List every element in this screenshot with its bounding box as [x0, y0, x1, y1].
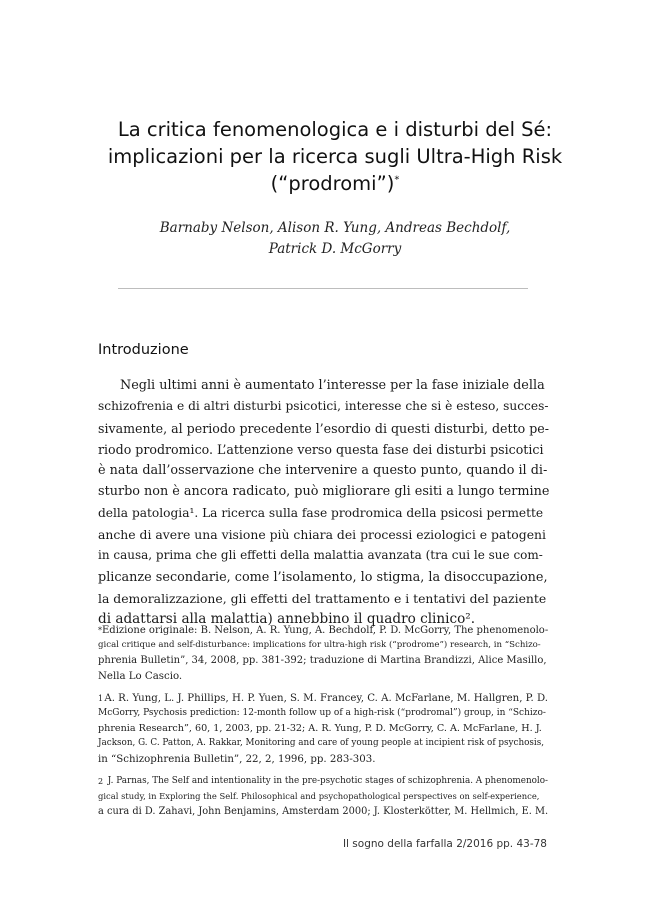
- footnote-line: gical critique and self-disturbance: implications for ultra-high risk (“prodrome”) research, in “Schizo-: [98, 640, 541, 651]
- title-footnote-mark[interactable]: *: [394, 174, 400, 186]
- footnote-mark: *: [98, 626, 102, 635]
- footnote-line: gical study, in Exploring the Self. Philosophical and psychopathological perspectives on self-experience,: [98, 791, 540, 802]
- title-line: La critica fenomenologica e i disturbi del Sé:: [117, 118, 553, 141]
- footnote-line: Jackson, G. C. Patton, A. Rakkar, Monitoring and care of young people at incipient risk of psychosis,: [98, 738, 545, 749]
- footnote-line: McGorry, Psychosis prediction: 12-month follow up of a high-risk (“prodromal”) group, in “Schizo-: [98, 708, 546, 719]
- author-line: Patrick D. McGorry: [268, 241, 402, 257]
- body-line: sturbo non è ancora radicato, può migliorare gli esiti a lungo termine: [98, 484, 550, 500]
- body-line: è nata dall’osservazione che intervenire a questo punto, quando il di-: [98, 463, 548, 479]
- body-line: della patologia¹. La ricerca sulla fase prodromica della psicosi permette: [98, 505, 544, 520]
- footnote: [98, 691, 548, 767]
- footnote-line: [98, 623, 548, 638]
- body-text: [98, 375, 548, 631]
- footnote-line: in “Schizophrenia Bulletin”, 22, 2, 1996, pp. 283-303.: [98, 753, 376, 765]
- page-footer: Il sogno della farfalla 2/2016 pp. 43-78: [342, 838, 547, 850]
- body-line: di adattarsi alla malattia) annebbino il quadro clinico².: [98, 611, 476, 628]
- author-line: Barnaby Nelson, Alison R. Yung, Andreas Bechdolf,: [159, 220, 511, 236]
- footnote-line: phrenia Research”, 60, 1, 2003, pp. 21-32; A. R. Yung, P. D. McGorry, C. A. McFarlane, H. J.: [98, 723, 542, 735]
- body-line: riodo prodromico. L’attenzione verso questa fase dei disturbi psicotici: [98, 441, 544, 457]
- footnote-mark: 2: [98, 776, 104, 786]
- footnote-line: [98, 691, 548, 706]
- footnote-mark: 1: [98, 693, 104, 703]
- article-title: [70, 116, 600, 197]
- author-list: [70, 218, 600, 260]
- body-line: sivamente, al periodo precedente l’esordio di questi disturbi, detto pe-: [98, 420, 549, 436]
- footnote-line: Nella Lo Cascio.: [98, 670, 183, 682]
- body-line: anche di avere una visione più chiara dei processi eziologici e patogeni: [98, 527, 546, 543]
- section-heading: Introduzione: [98, 342, 189, 358]
- footnote-text: A. R. Yung, L. J. Phillips, H. P. Yuen, S. M. Francey, C. A. McFarlane, M. Hallgren, P. D.: [104, 692, 548, 704]
- title-line-text: (“prodromi”): [270, 172, 395, 195]
- footnote-text: J. Parnas, The Self and intentionality in the pre-psychotic stages of schizophrenia. A phenomenolo-: [107, 775, 548, 786]
- footnotes: [98, 623, 548, 826]
- footnote-line: phrenia Bulletin”, 34, 2008, pp. 381-392; traduzione di Martina Brandizzi, Alice Masillo,: [98, 655, 547, 667]
- footnote: [98, 774, 548, 820]
- title-line: [70, 170, 600, 197]
- body-line: plicanze secondarie, come l’isolamento, lo stigma, la disoccupazione,: [98, 569, 548, 585]
- footnote: [98, 623, 548, 684]
- footnote-text: Edizione originale: B. Nelson, A. R. Yung, A. Bechdolf, P. D. McGorry, The phenomenolo-: [102, 625, 549, 636]
- body-line: la demoralizzazione, gli effetti del trattamento e i tentativi del paziente: [98, 590, 547, 606]
- title-divider: [118, 288, 528, 289]
- body-line: Negli ultimi anni è aumentato l’interesse per la fase iniziale della: [120, 378, 545, 393]
- footnote-line: [98, 774, 548, 789]
- body-line: in causa, prima che gli effetti della malattia avanzata (tra cui le sue com-: [98, 548, 543, 563]
- body-line: schizofrenia e di altri disturbi psicotici, interesse che si è esteso, succes-: [98, 399, 549, 414]
- footnote-line: a cura di D. Zahavi, John Benjamins, Amsterdam 2000; J. Klosterkötter, M. Hellmich, E. M.: [98, 806, 549, 818]
- title-line: implicazioni per la ricerca sugli Ultra-High Risk: [107, 145, 563, 168]
